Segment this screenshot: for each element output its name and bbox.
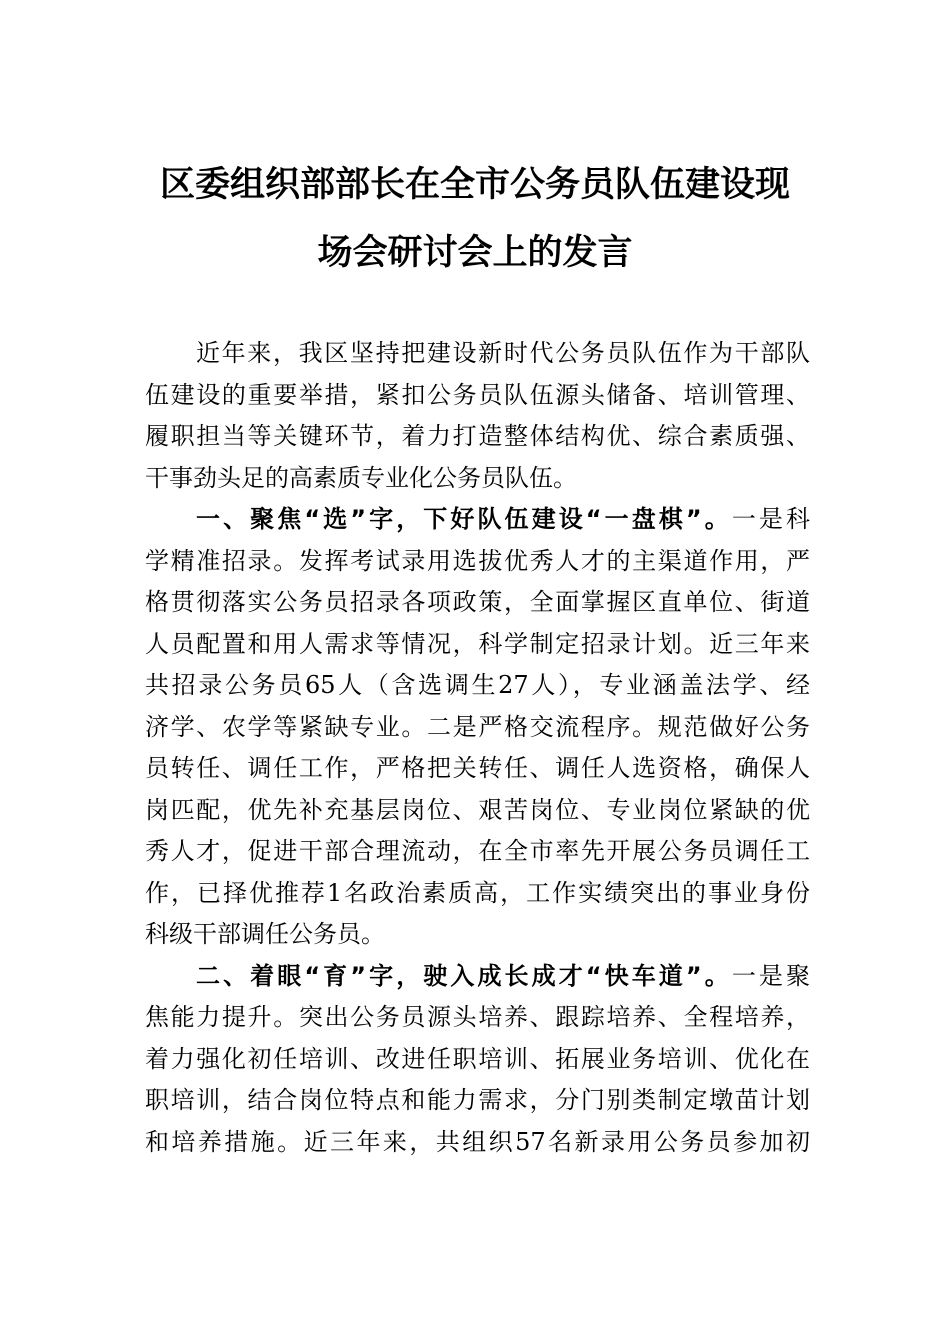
section-2-line: 着力强化初任培训、改进任职培训、拓展业务培训、优化在	[145, 1044, 810, 1073]
paragraph-1-line: 履职担当等关键环节，着力打造整体结构优、综合素质强、	[145, 422, 810, 450]
document-title-line-1: 区委组织部部长在全市公务员队伍建设现	[159, 164, 790, 205]
section-1-line: 科级干部调任公务员。	[145, 920, 385, 948]
section-1-line: 作，已择优推荐1名政治素质高，工作实绩突出的事业身份	[145, 878, 810, 907]
paragraph-1-line: 干事劲头足的高素质专业化公务员队伍。	[145, 463, 577, 492]
section-1-line: 员转任、调任工作，严格把关转任、调任人选资格，确保人	[145, 754, 810, 782]
section-1-first-line	[145, 499, 810, 541]
section-2-first-line-rest: 一是聚	[731, 961, 811, 990]
section-1-line: 格贯彻落实公务员招录各项政策，全面掌握区直单位、街道	[145, 588, 810, 616]
section-1-line: 人员配置和用人需求等情况，科学制定招录计划。近三年来	[145, 629, 810, 658]
section-1-line: 秀人才，促进干部合理流动，在全市率先开展公务员调任工	[145, 837, 810, 865]
section-1-heading: 一、聚焦“选”字，下好队伍建设“一盘棋”。	[196, 505, 732, 533]
paragraph-1-line: 近年来，我区坚持把建设新时代公务员队伍作为干部队	[196, 339, 810, 367]
section-2-line: 职培训，结合岗位特点和能力需求，分门别类制定墩苗计划	[145, 1086, 810, 1114]
section-1-line: 学精准招录。发挥考试录用选拔优秀人才的主渠道作用，严	[145, 546, 810, 575]
document-body	[145, 333, 810, 1163]
section-1-line: 济学、农学等紧缺专业。二是严格交流程序。规范做好公务	[145, 712, 810, 741]
section-1-line: 共招录公务员65人（含选调生27人），专业涵盖法学、经	[145, 671, 810, 699]
section-1-line: 岗匹配，优先补充基层岗位、艰苦岗位、专业岗位紧缺的优	[145, 795, 810, 824]
section-2-heading: 二、着眼“育”字，驶入成长成才“快车道”。	[196, 961, 732, 990]
section-2-line: 焦能力提升。突出公务员源头培养、跟踪培养、全程培养，	[145, 1003, 810, 1031]
section-1-first-line-rest: 一是科	[731, 505, 811, 533]
section-2-first-line	[145, 956, 810, 998]
paragraph-1-line: 伍建设的重要举措，紧扣公务员队伍源头储备、培训管理、	[145, 380, 810, 409]
document-title-line-2: 场会研讨会上的发言	[317, 232, 633, 273]
section-2-line: 和培养措施。近三年来，共组织57名新录用公务员参加初	[145, 1127, 810, 1156]
